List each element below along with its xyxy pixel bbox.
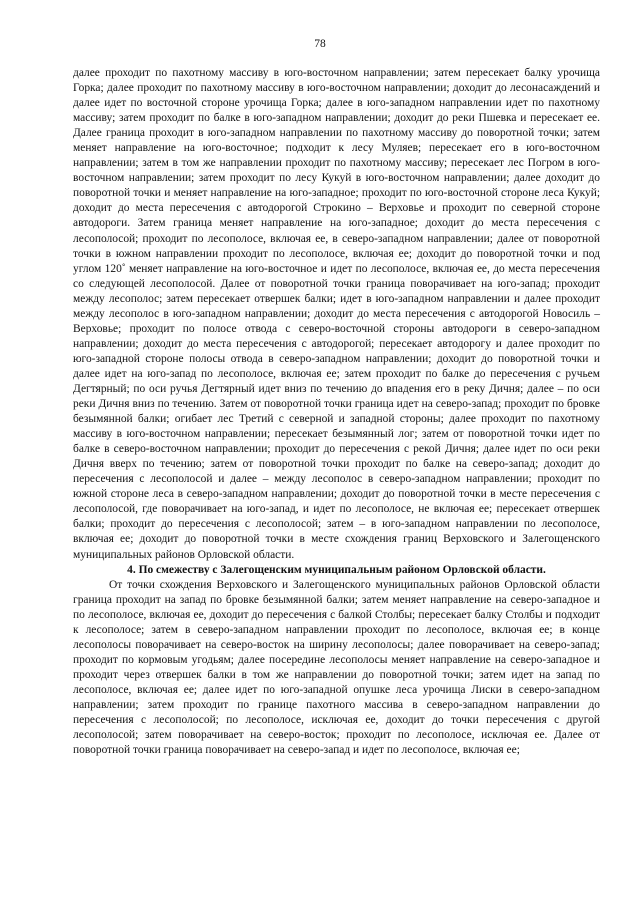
section-heading: 4. По смежеству с Залегощенским муниципальным районом Орловской области.	[127, 563, 546, 576]
page-number: 78	[314, 38, 326, 50]
document-body	[73, 66, 600, 758]
boundary-paragraph-1: далее проходит по пахотному массиву в юго-восточном направлении; затем пересекает балку урочища Горка; далее проходит по пахотному массиву в юго-восточном направлении; доходит до лесонасаждений и далее идет по восточной стороне урочища Горка; далее в юго-западном направлении идет по пахотному массиву; затем проходит по балке в юго-западном направлении; доходит до реки Пшевка и пересекает ее. Далее граница проходит в юго-западном направлении по пахотному массиву до поворотной точки; затем меняет направление на юго-восточное; подходит к лесу Муляев; пересекает его в юго-восточном направлении; затем в том же направлении проходит по пахотному массиву; пересекает лес Погром в юго-восточном направлении; затем проходит по лесу Кукуй в юго-восточном направлении; далее доходит до поворотной точки и меняет направление на юго-западное; проходит по юго-восточной стороне леса Кукуй; доходит до места пересечения с автодорогой Строкино – Верховье и проходит по северной стороне автодороги. Затем граница меняет направление на юго-западное; доходит до места пересечения с лесополосой; проходит по лесополосе, включая ее, в северо-западном направлении; далее от поворотной точки в южном направлении проходит по лесополосе, включая ее; доходит до поворотной точки и под углом 120˚ меняет направление на юго-восточное и идет по лесополосе, включая ее, до места пересечения со следующей лесополосой. Далее от поворотной точки граница поворачивает на юго-запад; проходит между лесополос; затем пересекает отвершек балки; идет в юго-западном направлении и далее проходит между лесополос в юго-западном направлении; доходит до места пересечения с автодорогой Новосиль – Верховье; проходит по полосе отвода с северо-восточной стороны автодороги в северо-западном направлении; доходит до места пересечения с автодорогой; пересекает автодорогу и далее проходит по юго-западной стороне полосы отвода в северо-западном направлении; доходит до поворотной точки и далее идет на юго-запад по лесополосе, включая ее; затем проходит по балке до пересечения с ручьем Дегтярный; по оси ручья Дегтярный идет вниз по течению до впадения его в реку Дичня; далее – по оси реки Дичня вниз по течению. Затем от поворотной точки граница идет на северо-запад; проходит по бровке безымянной балки; огибает лес Третий с северной и западной стороны; далее проходит по пахотному массиву в юго-восточном направлении; пересекает безымянный лог; затем от поворотной точки идет по балке в северо-восточном направлении; проходит до пересечения с рекой Дичня; далее идет по оси реки Дичня вверх по течению; затем от поворотной точки проходит по балке на северо-запад; доходит до пересечения с лесополосой и далее – между лесополос в северо-западном направлении; проходит по южной стороне леса в северо-западном направлении; доходит до поворотной точки в месте пересечения с лесополосой, где поворачивает на юго-запад, и идет по лесополосе, не включая ее; пересекает отвершек балки; проходит до пересечения с лесополосой; затем – в юго-западном направлении по лесополосе, включая ее; доходит до поворотной точки в месте схождения границ Верховского и Залегощенского муниципальных районов Орловской области.	[73, 67, 600, 561]
boundary-paragraph-2: От точки схождения Верховского и Залегощенского муниципальных районов Орловской области граница проходит на запад по бровке безымянной балки; затем меняет направление на северо-западное и по лесополосе, включая ее, доходит до пересечения с балкой Столбы; пересекает балку Столбы и подходит к лесополосе; затем в северо-западном направлении проходит по лесополосе, включая ее; в конце лесополосы поворачивает на северо-восток на ширину лесополосы; далее поворачивает на северо-запад; проходит по кормовым угодьям; далее посередине лесополосы меняет направление на северо-западное и проходит через отвершек балки в том же направлении до поворотной точки; затем идет на запад по лесополосе, включая ее; далее идет по юго-западной опушке леса урочища Лиски в северо-западном направлении; затем проходит по границе пахотного массива в северо-западном направлении до пересечения с лесополосой; по лесополосе, исключая ее, доходит до точки пересечения с другой лесополосой; затем поворачивает на северо-восток; проходит по лесополосе, исключая ее. Далее от поворотной точки граница поворачивает на северо-запад и идет по лесополосе, включая ее;	[73, 578, 600, 757]
